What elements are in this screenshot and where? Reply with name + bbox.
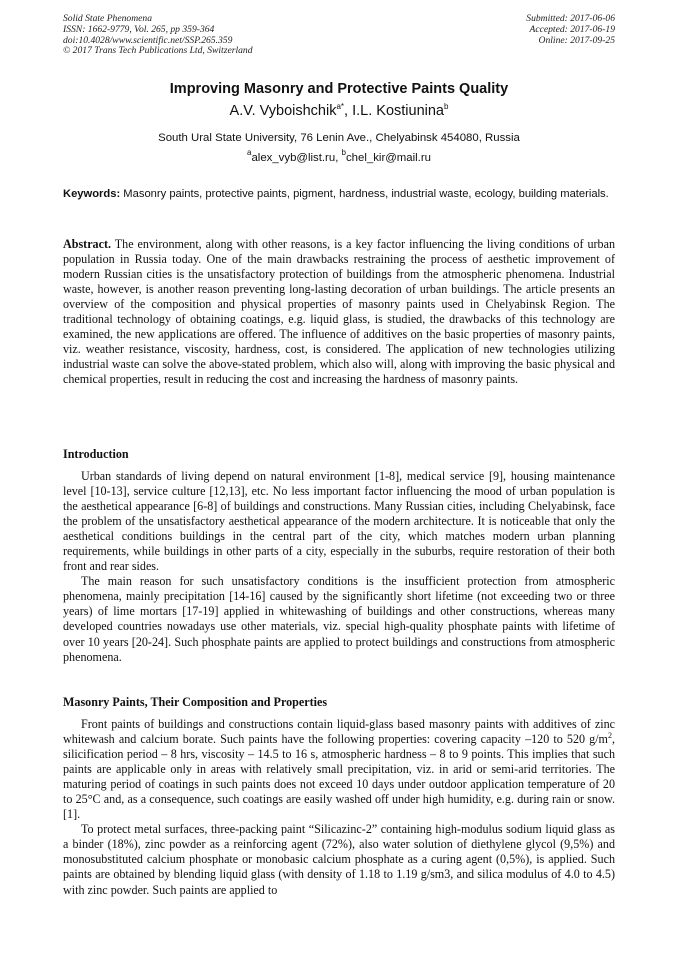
author-separator: ,: [344, 103, 353, 119]
introduction-body: [63, 469, 615, 665]
email-line: [63, 148, 615, 165]
paragraph: Urban standards of living depend on natural environment [1-8], medical service [9], housing maintenance level [10-13], service culture [12,13], etc. No less important factor influencing the mood of urban population is the aesthetical appearance [6-8] of buildings and constructions. Many Russian cities, including Chelyabinsk, face the problem of the unsatisfactory aesthetical appearance of the modern architecture. It is noticeable that only the aesthetical conditions buildings in the central part of the city, which matches modern urban planning requirements, while buildings in other parts of a city, especially in the suburbs, require restoration of their both front and rear sides.: [63, 469, 615, 574]
copyright-line: © 2017 Trans Tech Publications Ltd, Switzerland: [63, 45, 253, 57]
journal-info: [63, 14, 253, 57]
superscript: 2: [607, 731, 612, 741]
publication-dates: [526, 14, 615, 46]
section-heading-introduction: Introduction: [63, 447, 129, 461]
author-affiliation-mark: a*: [336, 102, 345, 111]
keywords: [63, 187, 615, 201]
author-affiliation-mark: b: [444, 102, 449, 111]
issn-line: ISSN: 1662-9779, Vol. 265, pp 359-364: [63, 23, 215, 35]
paragraph: [63, 717, 615, 822]
author-line: [63, 102, 615, 120]
author-name: I.L. Kostiunina: [352, 103, 444, 119]
submitted-date: Submitted: 2017-06-06: [526, 13, 615, 24]
author-name: A.V. Vyboishchik: [229, 103, 337, 119]
paper-title: Improving Masonry and Protective Paints Quality: [169, 81, 509, 97]
online-date: Online: 2017-09-25: [538, 34, 615, 46]
affiliation: South Ural State University, 76 Lenin Ave., Chelyabinsk 454080, Russia: [158, 132, 520, 144]
paragraph: To protect metal surfaces, three-packing paint “Silicazinc-2” containing high-modulus sodium liquid glass as a binder (18%), zinc powder as a reinforcing agent (72%), also water solution of diethylene glycol (9,5%) and monosubstituted calcium phosphate or monobasic calcium phosphate as a curing agent (0,5%), is applied. Such paints are obtained by blending liquid glass (with density of 1.18 to 1.19 g/sm3, and silica modulus of 4.0 to 4.5) with zinc powder. Such paints are applied to: [63, 822, 615, 897]
abstract-text: The environment, along with other reasons, is a key factor influencing the living conditions of urban population in Russia today. One of the main drawbacks restraining the process of aesthetic improvement of modern Russian cities is the unsatisfactory protection of buildings from the atmospheric phenomena. Industrial waste, however, is another reason preventing long-lasting decoration of urban buildings. The article presents an overview of the composition and physical properties of masonry paints used in Chelyabinsk Region. The traditional technology of obtaining coatings, e.g. liquid glass, is studied, the drawbacks of this technology are examined, the new applications are offered. The influence of additives on the basic properties of masonry paints, viz. weather resistance, viscosity, hardness, cost, is considered. The application of new technologies utilizing industrial waste can solve the above-stated problem, which also will, along with improving the basic physical and chemical properties, result in reducing the cost and increasing the hardness of masonry paints.: [63, 237, 615, 387]
masonry-body: [63, 717, 615, 898]
abstract: [63, 237, 615, 387]
paragraph: The main reason for such unsatisfactory conditions is the insufficient protection from atmospheric phenomena, mainly precipitation [14-16] caused by the significantly short lifetime (not exceeding two or three years) of lime mortars [17-19] applied in whitewashing of buildings and other constructions, whereas many developed countries nowadays use other materials, viz. special high-quality phosphate paints with lifetime of over 10 years [20-24]. Such phosphate paints are applied to protect buildings and constructions from atmospheric phenomena.: [63, 574, 615, 664]
email-address: alex_vyb@list.ru: [251, 152, 336, 164]
abstract-label: Abstract.: [63, 237, 112, 251]
keywords-label: Keywords:: [63, 188, 121, 200]
accepted-date: Accepted: 2017-06-19: [529, 23, 615, 35]
section-heading-masonry-paints: Masonry Paints, Their Composition and Properties: [63, 695, 328, 709]
email-mark: b: [341, 148, 346, 157]
email-address: chel_kir@mail.ru: [345, 152, 431, 164]
journal-name: Solid State Phenomena: [63, 13, 152, 24]
email-mark: a: [247, 148, 252, 157]
email-separator: ,: [335, 152, 342, 164]
keywords-text: Masonry paints, protective paints, pigment, hardness, industrial waste, ecology, building materials.: [120, 188, 609, 200]
paragraph-text: Front paints of buildings and constructions contain liquid-glass based masonry paints with additives of zinc whitewash and calcium borate. Such paints have the following properties: covering capacity –120 to 520 g/m: [63, 717, 615, 747]
doi-line: doi:10.4028/www.scientific.net/SSP.265.359: [63, 34, 233, 46]
paragraph-text: , silicification period – 8 hrs, viscosity – 14.5 to 16 s, atmospheric hardness – 8 to 9 points. This implies that such paints are applicable only in areas with relatively small precipitation, viz. in arid or semi-arid territories. The maturing period of coatings in such paints does not exceed 10 days under outdoor application temperature of 20 to 25°C and, as a consequence, such coatings are easily washed off under high humidity, e.g. during rain or snow. [1].: [63, 732, 615, 822]
